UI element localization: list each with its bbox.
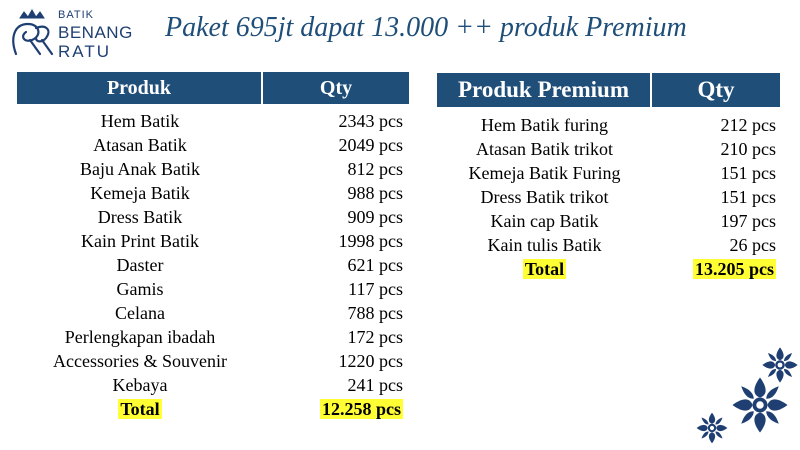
product-name: Kemeja Batik Furing bbox=[468, 163, 621, 183]
table-row bbox=[17, 253, 409, 277]
product-qty: 172 pcs bbox=[347, 327, 403, 347]
total-label: Total bbox=[524, 259, 565, 279]
product-qty: 988 pcs bbox=[347, 183, 403, 203]
premium-table-header bbox=[437, 73, 780, 107]
product-name: Atasan Batik trikot bbox=[476, 139, 613, 159]
product-name: Gamis bbox=[116, 279, 164, 299]
batik-ornament-icon bbox=[690, 340, 800, 450]
product-qty: 621 pcs bbox=[347, 255, 403, 275]
premium-table-body bbox=[437, 113, 780, 281]
products-table-body bbox=[17, 109, 409, 421]
table-row bbox=[17, 301, 409, 325]
product-qty: 151 pcs bbox=[720, 163, 776, 183]
product-qty: 210 pcs bbox=[720, 139, 776, 159]
table-row bbox=[437, 209, 780, 233]
table-row bbox=[437, 233, 780, 257]
total-qty: 13.205 pcs bbox=[694, 259, 774, 279]
product-qty: 1220 pcs bbox=[338, 351, 403, 371]
table-row bbox=[17, 325, 409, 349]
product-name: Accessories & Souvenir bbox=[53, 351, 227, 371]
table-row bbox=[17, 229, 409, 253]
product-name: Celana bbox=[115, 303, 165, 323]
premium-products-table bbox=[437, 73, 780, 281]
product-name: Kain Print Batik bbox=[81, 231, 199, 251]
product-qty: 2049 pcs bbox=[338, 135, 403, 155]
product-name: Perlengkapan ibadah bbox=[64, 327, 216, 347]
product-name: Atasan Batik bbox=[93, 135, 187, 155]
product-name: Daster bbox=[116, 255, 164, 275]
product-name: Hem Batik bbox=[100, 111, 180, 131]
product-name: Kemeja Batik bbox=[90, 183, 190, 203]
column-header-qty: Qty bbox=[319, 77, 353, 99]
product-name: Kebaya bbox=[112, 375, 168, 395]
product-qty: 151 pcs bbox=[720, 187, 776, 207]
total-qty: 12.258 pcs bbox=[321, 399, 401, 419]
products-table bbox=[17, 72, 409, 421]
product-name: Dress Batik bbox=[97, 207, 183, 227]
column-header-produk-premium: Produk Premium bbox=[437, 73, 652, 107]
table-row bbox=[17, 181, 409, 205]
column-header-qty: Qty bbox=[697, 77, 735, 102]
brand-logo bbox=[6, 6, 146, 61]
table-row bbox=[437, 113, 780, 137]
logo-text-batik: BATIK bbox=[58, 9, 94, 21]
page-title: Paket 695jt dapat 13.000 ++ produk Premium bbox=[165, 12, 687, 43]
product-qty: 197 pcs bbox=[720, 211, 776, 231]
table-row bbox=[17, 109, 409, 133]
product-name: Hem Batik furing bbox=[481, 115, 608, 135]
table-row bbox=[17, 157, 409, 181]
logo-text-ratu: RATU bbox=[58, 42, 112, 61]
table-row bbox=[437, 161, 780, 185]
total-label: Total bbox=[120, 399, 160, 419]
product-name: Baju Anak Batik bbox=[80, 159, 200, 179]
product-qty: 117 pcs bbox=[348, 279, 403, 299]
table-row bbox=[17, 205, 409, 229]
product-qty: 1998 pcs bbox=[338, 231, 403, 251]
product-qty: 2343 pcs bbox=[338, 111, 403, 131]
product-qty: 812 pcs bbox=[347, 159, 403, 179]
product-qty: 212 pcs bbox=[720, 115, 776, 135]
total-row bbox=[437, 257, 780, 281]
table-row bbox=[17, 349, 409, 373]
product-qty: 788 pcs bbox=[347, 303, 403, 323]
column-header-produk: Produk bbox=[17, 72, 263, 104]
table-row bbox=[437, 137, 780, 161]
table-row bbox=[17, 133, 409, 157]
product-qty: 241 pcs bbox=[347, 375, 403, 395]
table-row bbox=[17, 373, 409, 397]
product-qty: 26 pcs bbox=[729, 235, 776, 255]
products-table-header bbox=[17, 72, 409, 104]
crown-monogram-icon bbox=[6, 8, 58, 58]
product-name: Dress Batik trikot bbox=[480, 187, 609, 207]
product-name: Kain tulis Batik bbox=[487, 235, 602, 255]
table-row bbox=[437, 185, 780, 209]
product-name: Kain cap Batik bbox=[490, 211, 599, 231]
logo-text-benang: BENANG bbox=[58, 23, 133, 42]
total-row bbox=[17, 397, 409, 421]
product-qty: 909 pcs bbox=[347, 207, 403, 227]
table-row bbox=[17, 277, 409, 301]
